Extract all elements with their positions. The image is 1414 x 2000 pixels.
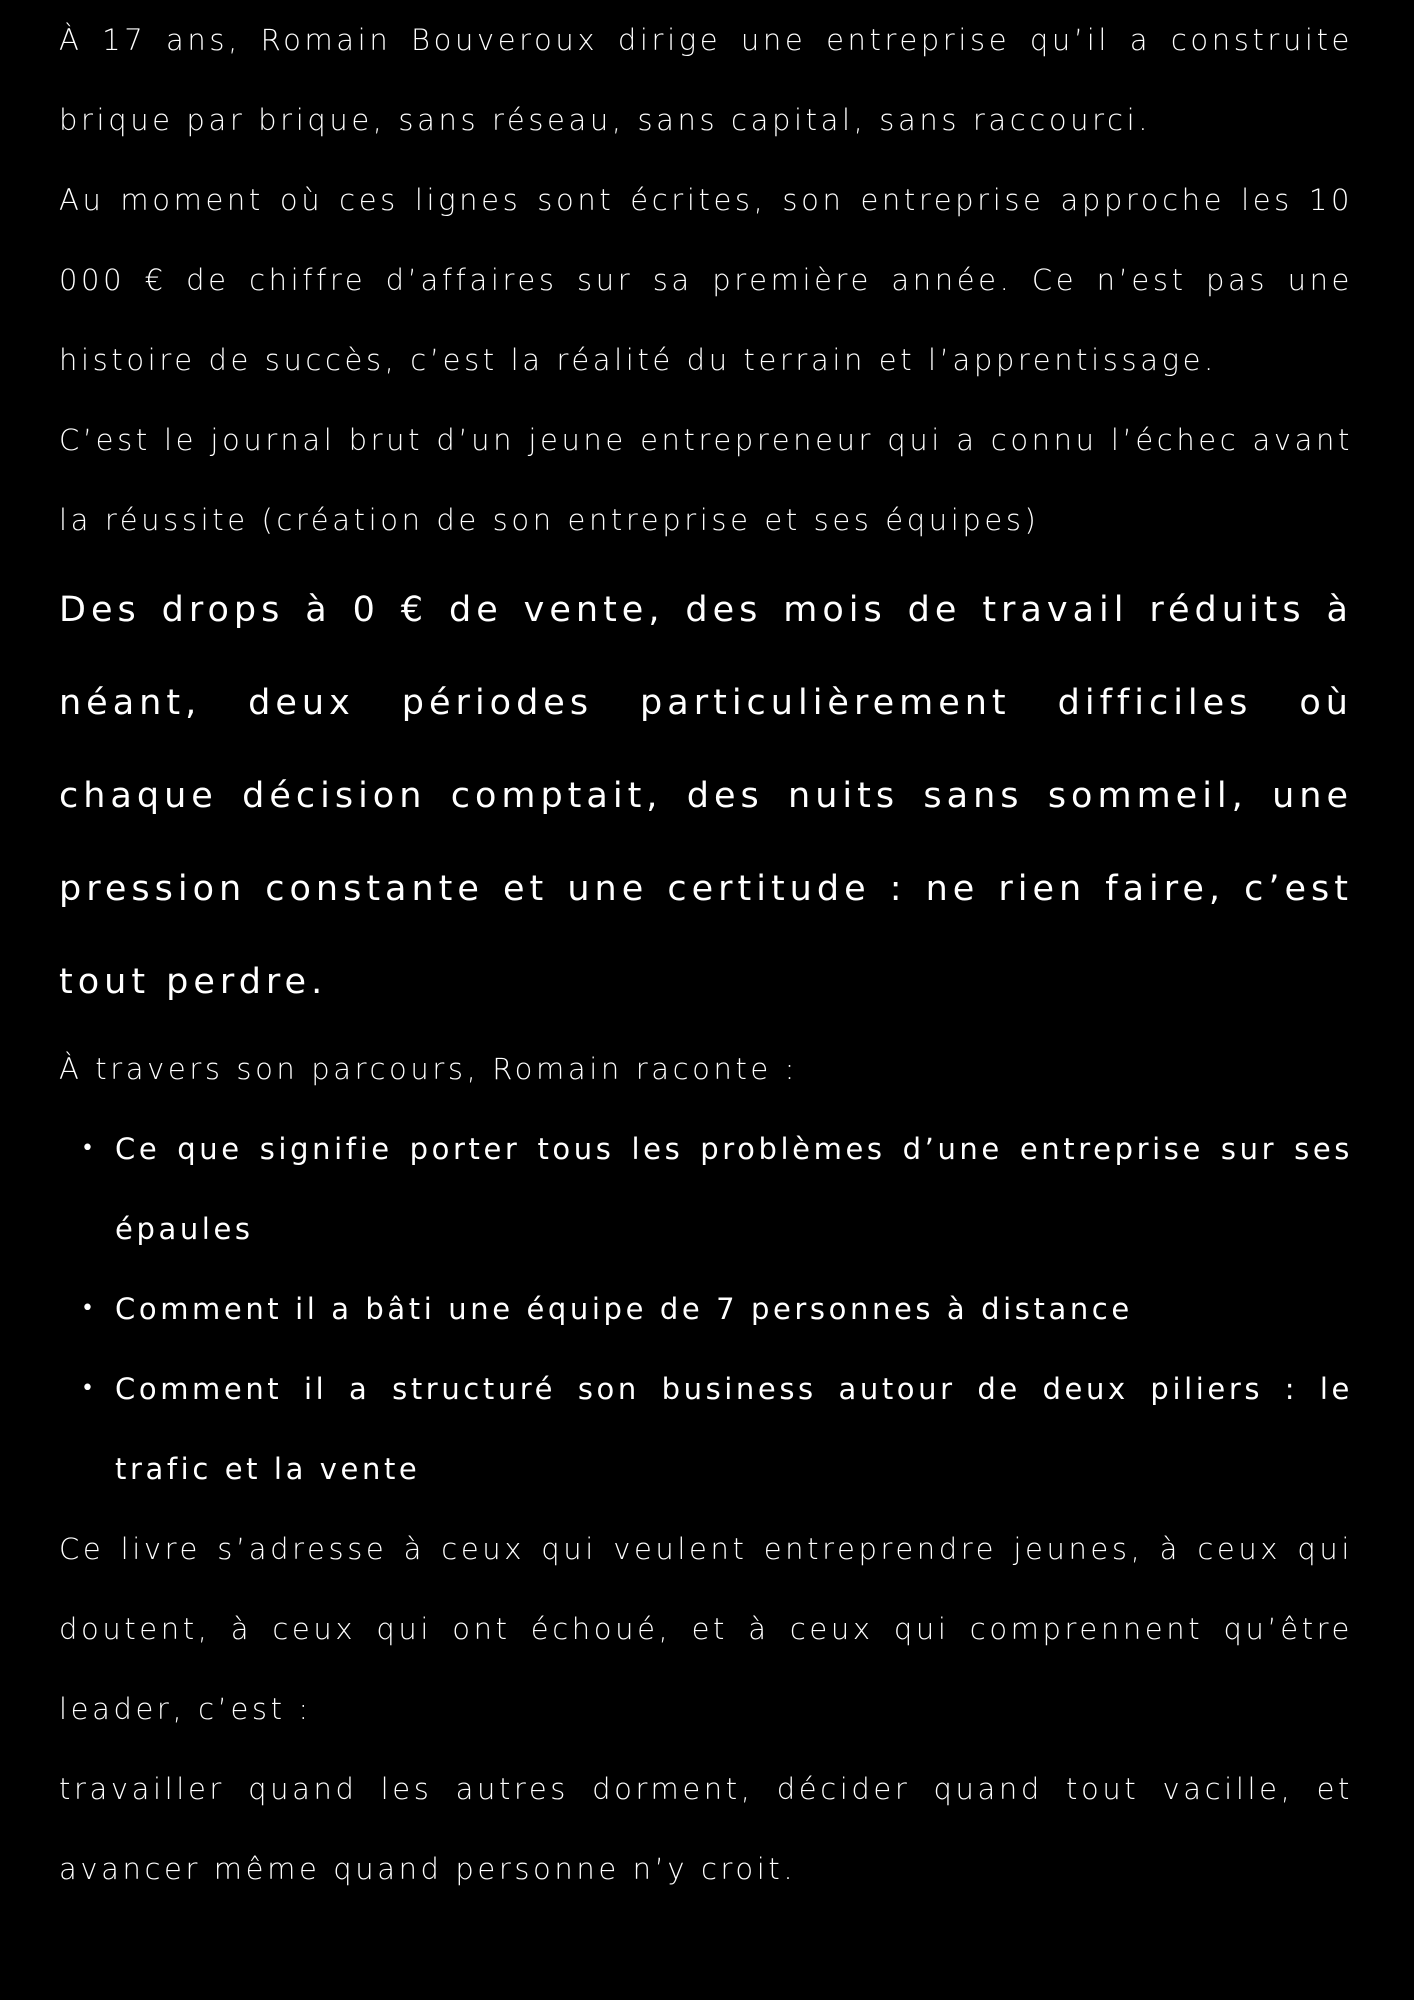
- document-body: [59, 0, 1353, 1909]
- paragraph-audience: Ce livre s’adresse à ceux qui veulent entreprendre jeunes, à ceux qui doutent, à ceux qui ont échoué, et à ceux qui comprennent qu’être leader, c’est :: [59, 1532, 1353, 1726]
- bullet-text: Ce que signifie porter tous les problèmes d’une entreprise sur ses épaules: [115, 1132, 1353, 1246]
- paragraph-revenue: Au moment où ces lignes sont écrites, son entreprise approche les 10 000 € de chiffre d’affaires sur sa première année. Ce n’est pas une histoire de succès, c’est la réalité du terrain et l’apprentissage.: [59, 183, 1353, 377]
- bullet-icon: •: [81, 1136, 98, 1161]
- bullet-list: [59, 1109, 1353, 1509]
- paragraph-struggles: Des drops à 0 € de vente, des mois de travail réduits à néant, deux périodes particulièrement difficiles où chaque décision comptait, des nuits sans sommeil, une pression constante et une certitude : ne rien faire, c’est tout perdre.: [59, 590, 1353, 1002]
- bullet-item: [81, 1269, 1353, 1349]
- paragraph-intro: À 17 ans, Romain Bouveroux dirige une entreprise qu’il a construite brique par brique, sans réseau, sans capital, sans raccourci.: [59, 23, 1353, 137]
- paragraph-journal: C’est le journal brut d’un jeune entrepreneur qui a connu l’échec avant la réussite (création de son entreprise et ses équipes): [59, 423, 1353, 537]
- bullet-icon: •: [81, 1296, 98, 1321]
- paragraph-closing: travailler quand les autres dorment, décider quand tout vacille, et avancer même quand personne n’y croit.: [59, 1772, 1353, 1886]
- bullet-text: Comment il a structuré son business autour de deux piliers : le trafic et la vente: [115, 1372, 1353, 1486]
- bullet-item: [81, 1109, 1353, 1269]
- paragraph-list-intro: À travers son parcours, Romain raconte :: [59, 1052, 799, 1086]
- bullet-item: [81, 1349, 1353, 1509]
- bullet-text: Comment il a bâti une équipe de 7 personnes à distance: [115, 1292, 1133, 1326]
- bullet-icon: •: [81, 1376, 98, 1401]
